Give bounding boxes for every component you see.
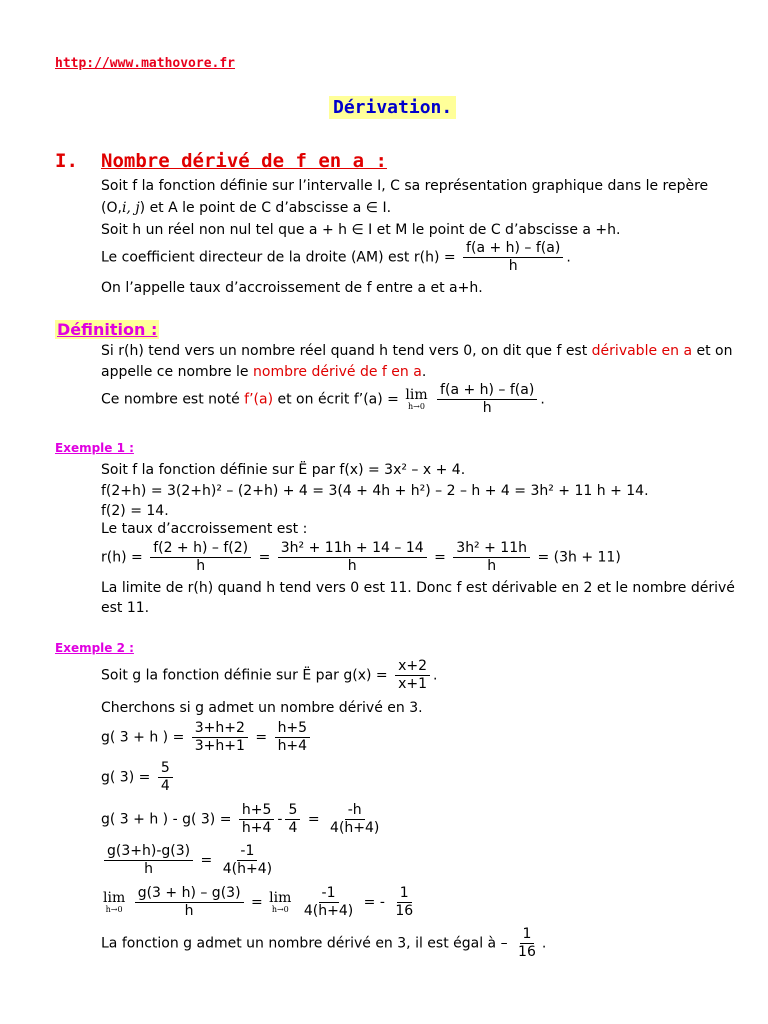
fraction (515, 926, 539, 961)
numerator: h+5 (275, 720, 311, 738)
denominator: 4(h+4) (330, 820, 380, 836)
fraction (239, 802, 275, 837)
fraction (327, 802, 382, 837)
denominator: h (144, 861, 153, 877)
equals-sign: = (200, 852, 213, 869)
text-fragment: . (421, 364, 427, 380)
text-line (101, 364, 426, 380)
highlight-term: dérivable en a (591, 343, 693, 359)
equals-sign: = (258, 549, 271, 566)
fraction (392, 885, 416, 920)
lim-subscript: h→0 (408, 402, 425, 411)
page-title: Dérivation. (329, 96, 456, 119)
denominator: h+4 (277, 738, 308, 754)
fraction (104, 843, 193, 878)
text-line: f(2) = 14. (101, 503, 169, 519)
example-2-heading: Exemple 2 : (55, 641, 134, 655)
text-fragment: g( 3 + h ) = (101, 729, 185, 746)
text-fragment: r(h) = (101, 549, 143, 566)
source-url[interactable]: http://www.mathovore.fr (55, 56, 236, 71)
text-line: est 11. (101, 600, 150, 616)
text-line: Cherchons si g admet un nombre dérivé en 3. (101, 700, 423, 716)
fraction (437, 382, 537, 417)
fraction (301, 885, 356, 920)
fraction (278, 540, 427, 575)
text-line (101, 200, 391, 216)
fraction (158, 760, 173, 795)
equals-sign: = (307, 811, 320, 828)
formula-line (101, 240, 571, 275)
denominator: 3+h+1 (194, 738, 245, 754)
text-fragment: Soit g la fonction définie sur Ë par g(x) = (101, 667, 388, 684)
numerator: f(a + h) – f(a) (463, 240, 563, 258)
denominator: h (347, 558, 357, 574)
numerator: 5 (158, 760, 173, 778)
text-fragment: = (3h + 11) (537, 549, 621, 566)
highlight-term: f’(a) (244, 391, 274, 408)
denominator: 4 (160, 778, 170, 794)
denominator: 4(h+4) (303, 903, 354, 919)
fraction (275, 720, 311, 755)
text-fragment: g( 3 + h ) - g( 3) = (101, 811, 232, 828)
lim-subscript: h→0 (271, 905, 289, 914)
limit-operator (103, 891, 125, 914)
numerator: g(3 + h) – g(3) (135, 885, 244, 903)
fraction (220, 843, 275, 878)
equals-sign: = (255, 729, 268, 746)
denominator: h (508, 258, 518, 274)
numerator: -1 (319, 885, 339, 903)
definition-heading: Définition : (57, 320, 158, 339)
text-fragment: . (540, 391, 545, 408)
fraction (463, 240, 563, 275)
text-fragment: Ce nombre est noté (101, 391, 245, 408)
fraction (192, 720, 248, 755)
formula-line (101, 382, 545, 417)
equals-sign: = (434, 549, 446, 566)
equals-sign: = (250, 894, 263, 911)
numerator: 3h² + 11h + 14 – 14 (278, 540, 427, 558)
text-fragment: . (433, 667, 438, 684)
text-line: La limite de r(h) quand h tend vers 0 est 11. Donc f est dérivable en 2 et le nombre dérivé (101, 580, 735, 596)
formula-line (101, 843, 278, 878)
denominator: 16 (395, 903, 414, 919)
section-heading (55, 150, 387, 172)
text-fragment: Le coefficient directeur de la droite (AM) est r(h) = (101, 249, 456, 266)
formula-line (101, 658, 437, 693)
numerator: g(3+h)-g(3) (104, 843, 193, 861)
limit-operator (269, 891, 291, 914)
text-line: Le taux d’accroissement est : (101, 521, 308, 537)
formula-line (101, 760, 176, 795)
text-fragment: et on écrit f’(a) = (273, 391, 399, 408)
text-fragment: . (566, 249, 571, 266)
numerator: h+5 (239, 802, 275, 820)
numerator: 3h² + 11h (453, 540, 530, 558)
text-line: Soit h un réel non nul tel que a + h ∈ I et M le point de C d’abscisse a +h. (101, 222, 621, 238)
text-fragment: . (541, 935, 547, 952)
text-fragment: ) et A le point de C d’abscisse a ∈ I. (139, 200, 392, 216)
text-fragment: g( 3) = (101, 769, 151, 786)
section-number: I. (55, 150, 78, 172)
numerator: 5 (285, 802, 300, 820)
text-fragment: appelle ce nombre le (101, 364, 253, 380)
numerator: f(a + h) – f(a) (437, 382, 537, 400)
numerator: 1 (397, 885, 412, 903)
example-1-heading: Exemple 1 : (55, 441, 134, 455)
text-fragment: = - (363, 894, 390, 911)
minus-sign: - (277, 811, 283, 828)
denominator: 4 (288, 820, 298, 836)
fraction (395, 658, 430, 693)
denominator: h (487, 558, 497, 574)
denominator: h (482, 400, 492, 416)
numerator: f(2 + h) – f(2) (150, 540, 251, 558)
text-line: Soit f la fonction définie sur l’intervalle I, C sa représentation graphique dans le repère (101, 178, 709, 194)
formula-line (101, 802, 385, 837)
limit-operator (405, 388, 427, 411)
denominator: 16 (518, 944, 536, 960)
formula-line (101, 540, 621, 575)
numerator: 3+h+2 (192, 720, 248, 738)
numerator: -h (345, 802, 365, 820)
denominator: h+4 (241, 820, 272, 836)
numerator: 1 (520, 926, 535, 944)
text-line: f(2+h) = 3(2+h)² – (2+h) + 4 = 3(4 + 4h + h²) – 2 – h + 4 = 3h² + 11 h + 14. (101, 483, 649, 499)
numerator: x+2 (395, 658, 430, 676)
fraction (453, 540, 530, 575)
fraction (285, 802, 300, 837)
lim-subscript: h→0 (105, 905, 123, 914)
vector-notation: i, j (121, 200, 140, 216)
lim-word: lim (405, 387, 428, 403)
text-fragment: Si r(h) tend vers un nombre réel quand h tend vers 0, on dit que f est (101, 343, 592, 359)
formula-line (101, 720, 313, 755)
denominator: h (184, 903, 194, 919)
denominator: 4(h+4) (222, 861, 273, 877)
numerator: -1 (237, 843, 257, 861)
text-fragment: La fonction g admet un nombre dérivé en 3, il est égal à – (101, 935, 508, 952)
formula-line (101, 885, 419, 920)
text-fragment: et on (692, 343, 733, 359)
lim-word: lim (269, 890, 292, 906)
fraction (150, 540, 251, 575)
denominator: h (196, 558, 206, 574)
formula-line (101, 926, 546, 961)
fraction (135, 885, 244, 920)
text-line (101, 343, 733, 359)
text-line: Soit f la fonction définie sur Ë par f(x) = 3x² – x + 4. (101, 462, 466, 478)
lim-word: lim (103, 890, 126, 906)
highlight-term: nombre dérivé de f en a (253, 364, 422, 380)
text-line: On l’appelle taux d’accroissement de f entre a et a+h. (101, 280, 483, 296)
text-fragment: (O, (101, 200, 122, 216)
section-label: Nombre dérivé de f en a : (101, 150, 387, 172)
denominator: x+1 (398, 676, 428, 692)
